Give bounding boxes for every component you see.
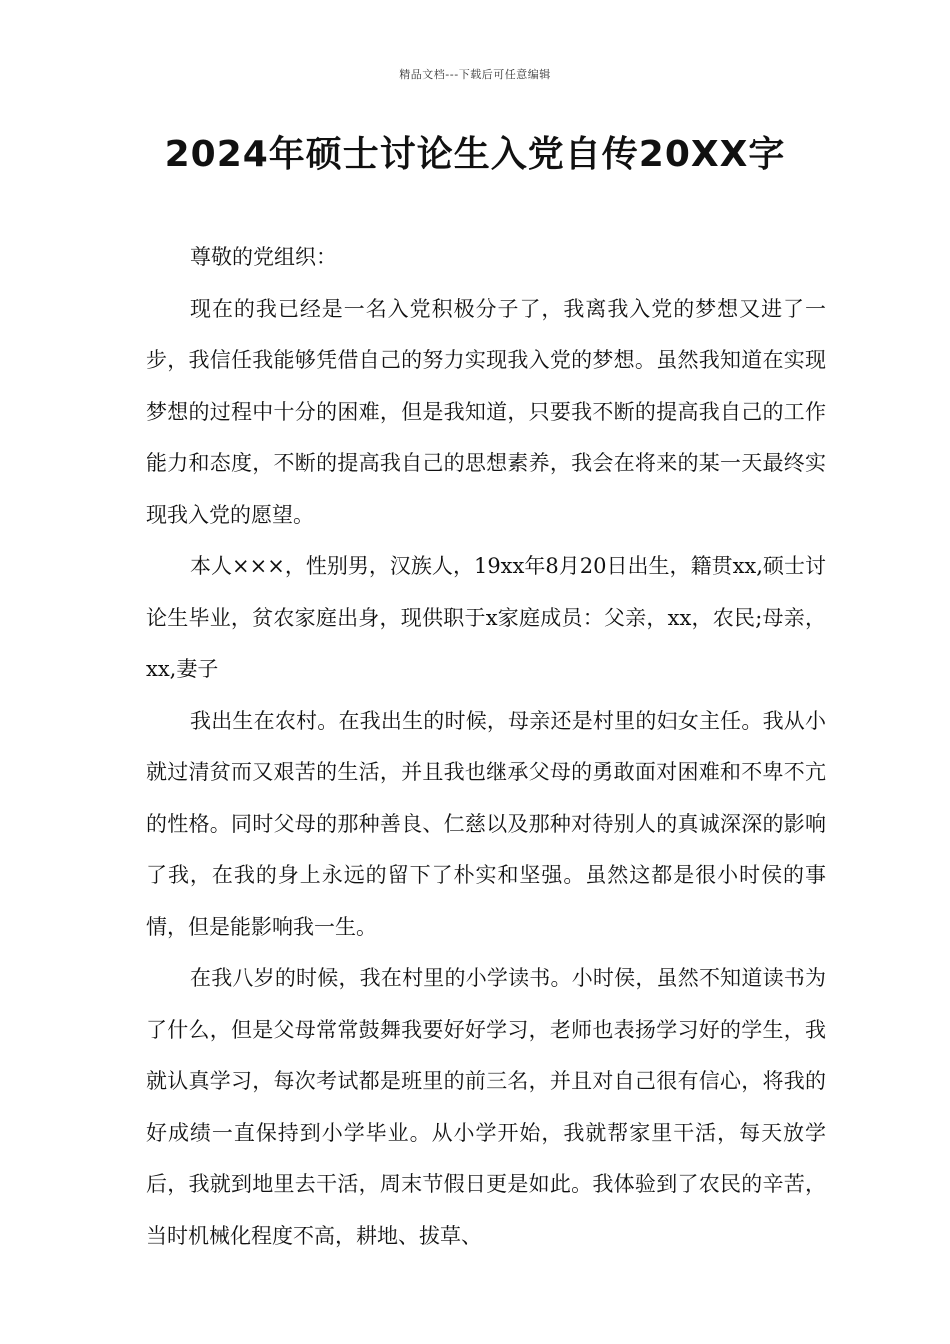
paragraph: 本人×××，性别男，汉族人，19xx年8月20日出生，籍贯xx,硕士讨论生毕业，贫农家庭出身，现供职于x家庭成员：父亲，xx，农民;母亲，xx,妻子 [146, 554, 826, 681]
document-body [146, 232, 826, 1262]
paragraph: 在我八岁的时候，我在村里的小学读书。小时侯，虽然不知道读书为了什么，但是父母常常鼓舞我要好好学习，老师也表扬学习好的学生，我就认真学习，每次考试都是班里的前三名，并且对自己很有信心，将我的好成绩一直保持到小学毕业。从小学开始，我就帮家里干活，每天放学后，我就到地里去干活，周末节假日更是如此。我体验到了农民的辛苦，当时机械化程度不高，耕地、拔草、 [146, 966, 826, 1248]
header-note: 精品文档---下载后可任意编辑 [399, 68, 551, 81]
document-title: 2024年硕士讨论生入党自传20XX字 [164, 134, 786, 175]
paragraph: 我出生在农村。在我出生的时候，母亲还是村里的妇女主任。我从小就过清贫而又艰苦的生活，并且我也继承父母的勇敢面对困难和不卑不亢的性格。同时父母的那种善良、仁慈以及那种对待别人的真诚深深的影响了我，在我的身上永远的留下了朴实和坚强。虽然这都是很小时侯的事情，但是能影响我一生。 [146, 708, 826, 939]
paragraph: 现在的我已经是一名入党积极分子了，我离我入党的梦想又进了一步，我信任我能够凭借自己的努力实现我入党的梦想。虽然我知道在实现梦想的过程中十分的困难，但是我知道，只要我不断的提高我自己的工作能力和态度，不断的提高我自己的思想素养，我会在将来的某一天最终实现我入党的愿望。 [146, 296, 826, 527]
salutation: 尊敬的党组织： [190, 245, 337, 269]
